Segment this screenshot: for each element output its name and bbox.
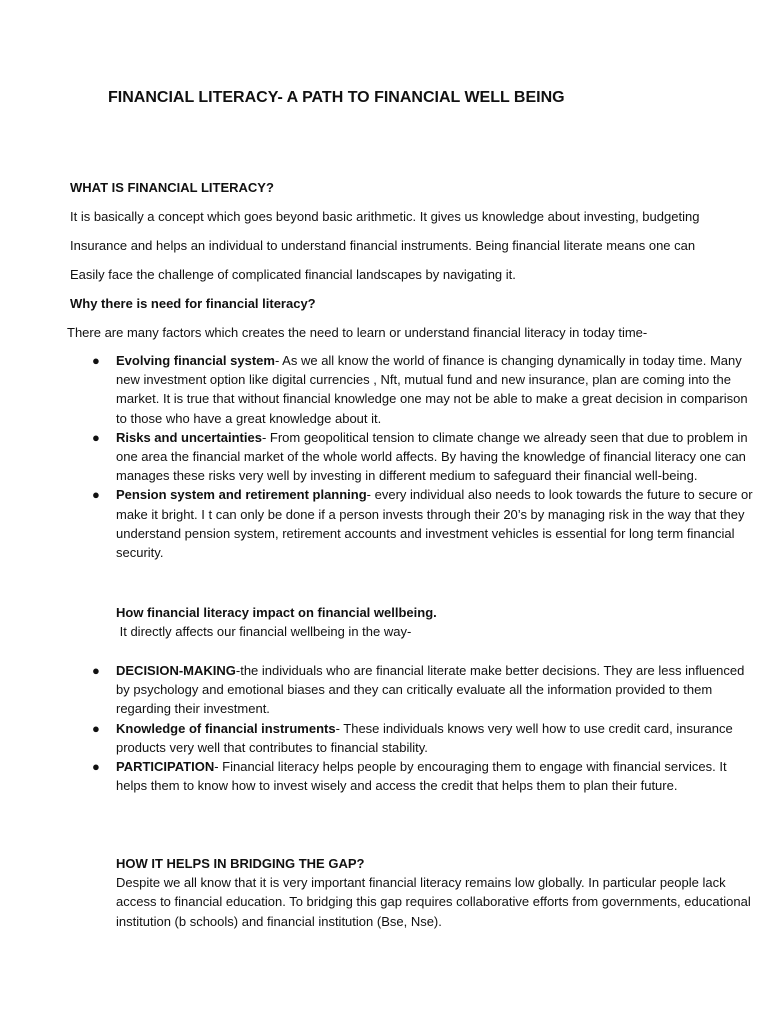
paragraph-line: Insurance and helps an individual to understand financial instruments. Being financial literate means one can — [70, 238, 696, 253]
paragraph-line: Easily face the challenge of complicated financial landscapes by navigating it. — [70, 267, 516, 282]
section-heading-bridging: HOW IT HELPS IN BRIDGING THE GAP? — [116, 856, 365, 871]
list-item — [92, 719, 761, 757]
bullet-text: - As we all know the world of finance is changing dynamically in today time. Many new investment option like digital currencies , Nft, mutual fund and new insurance, plan are coming into the market. It is true that without financial knowledge one may not be able to make a great decision in comparison to those who have a great knowledge about it. — [116, 353, 748, 426]
bullet-list-factors — [92, 351, 761, 562]
bullet-term: Pension system and retirement planning — [116, 487, 367, 503]
bullet-text: - every individual also needs to look towards the future to secure or make it bright. I t can only be done if a person invests through their 20’s by managing risk in the way that they understand pension system, retirement accounts and investment vehicles is essential for long term financial security. — [116, 487, 753, 561]
list-item — [92, 428, 761, 486]
section-heading-why-need: Why there is need for financial literacy? — [70, 296, 316, 311]
bullet-icon: ● — [92, 487, 100, 503]
bullet-text: - Financial literacy helps people by encouraging them to engage with financial services. It helps them to know how to invest wisely and access the credit that helps them to plan their future. — [116, 759, 727, 794]
section-bridging-gap — [116, 854, 761, 931]
bullet-term: Evolving financial system — [116, 353, 275, 368]
bullet-text: -the individuals who are financial literate make better decisions. They are less influenced by psychology and emotional biases and they can critically evaluate all the information provided to them regarding their investment. — [116, 663, 745, 717]
document-title: FINANCIAL LITERACY- A PATH TO FINANCIAL WELL BEING — [108, 89, 565, 106]
bullet-list-impact — [92, 661, 761, 795]
bullet-term: Risks and uncertainties — [116, 429, 262, 445]
bullet-icon: ● — [92, 353, 100, 368]
paragraph-line: It is basically a concept which goes beyond basic arithmetic. It gives us knowledge about investing, budgeting — [70, 209, 700, 224]
bullet-icon: ● — [92, 429, 100, 445]
section-heading-what-is: WHAT IS FINANCIAL LITERACY? — [70, 180, 274, 195]
section-impact — [116, 603, 761, 641]
bullet-term: PARTICIPATION — [116, 759, 215, 775]
list-item — [92, 485, 761, 562]
section-intro: There are many factors which creates the need to learn or understand financial literacy in today time- — [67, 325, 648, 340]
bullet-icon: ● — [92, 663, 100, 678]
list-item — [92, 661, 761, 719]
bullet-term: DECISION-MAKING — [116, 663, 236, 678]
bullet-icon: ● — [92, 720, 100, 736]
bullet-icon: ● — [92, 759, 100, 775]
bullet-text: - From geopolitical tension to climate change we already seen that due to problem in one area the financial market of the whole world affects. By having the knowledge of financial literacy one can manages these risks very well by investing in different medium to safeguard their financial well-being. — [116, 429, 748, 484]
section-intro: It directly affects our financial wellbeing in the way- — [116, 624, 412, 640]
section-paragraph: Despite we all know that it is very important financial literacy remains low globally. In particular people lack access to financial education. To bridging this gap requires collaborative efforts from governments, educational institution (b schools) and financial institution (Bse, Nse). — [116, 875, 751, 929]
bullet-term: Knowledge of financial instruments — [116, 720, 336, 736]
bullet-text: - These individuals knows very well how to use credit card, insurance products very well that contributes to financial stability. — [116, 720, 733, 755]
section-heading-impact: How financial literacy impact on financial wellbeing. — [116, 605, 437, 620]
list-item — [92, 757, 761, 795]
list-item — [92, 351, 761, 428]
